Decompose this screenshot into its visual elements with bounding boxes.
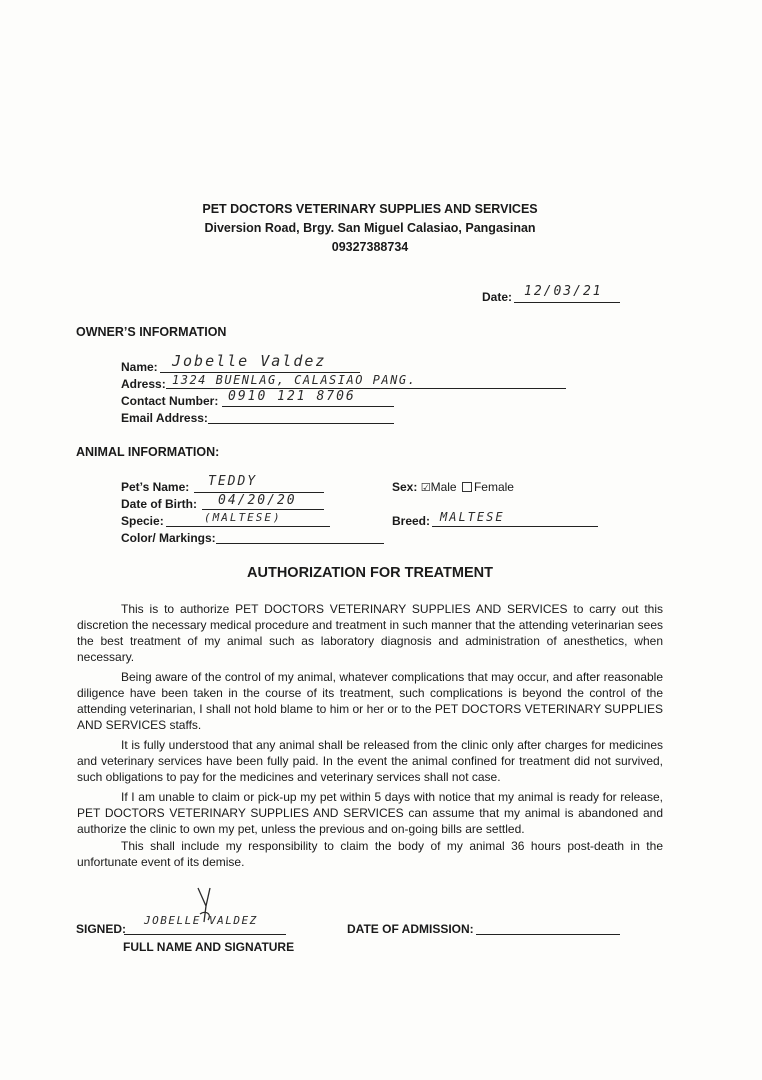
clinic-name: PET DOCTORS VETERINARY SUPPLIES AND SERVICES [202, 202, 538, 216]
owner-email-label: Email Address: [121, 411, 208, 425]
paragraph-3: It is fully understood that any animal shall be released from the clinic only after charges for medicines and veterinary services have been fully paid. In the event the animal confined for treatment did not survived, such obligations to pay for the medicines and veterinary services shall not case. [77, 738, 663, 784]
pet-name-value[interactable]: TEDDY [208, 474, 258, 489]
paragraph-4: If I am unable to claim or pick-up my pet within 5 days with notice that my animal is ready for release, PET DOCTORS VETERINARY SUPPLIES AND SERVICES can assume that my animal is abandoned and authorize the clinic to own my pet, unless the previous and on-going bills are settled. [77, 790, 663, 836]
sex-label: Sex: [392, 480, 418, 494]
dob-line [202, 509, 324, 510]
breed-value[interactable]: MALTESE [440, 510, 505, 524]
sex-female-label: Female [473, 480, 514, 494]
owner-contact-label: Contact Number: [121, 394, 219, 408]
owner-email-line [208, 423, 394, 424]
owner-address-label: Adress: [121, 377, 166, 391]
sex-male-checkbox[interactable]: ☑ [420, 481, 431, 494]
owner-name-value[interactable]: Jobelle Valdez [172, 352, 327, 370]
signed-value[interactable]: JOBELLE VALDEZ [144, 914, 258, 927]
color-label: Color/ Markings: [121, 531, 216, 545]
breed-line [432, 526, 598, 527]
owner-name-label: Name: [121, 360, 158, 374]
signature-caption: FULL NAME AND SIGNATURE [123, 940, 295, 954]
paragraph-2: Being aware of the control of my animal, whatever complications that may occur, and after reasonable diligence have been taken in the course of its treatment, such complications is beyond the control of the attending veterinarian, I shall not hold blame to him or her or to the PET DOCTORS VETERINARY SUPPLIES AND SERVICES staffs. [77, 670, 663, 732]
animal-heading: ANIMAL INFORMATION: [76, 445, 220, 459]
sex-field [392, 480, 514, 494]
clinic-phone: 09327388734 [331, 240, 409, 254]
owner-address-line [166, 388, 566, 389]
paragraph-5: This shall include my responsibility to claim the body of my animal 36 hours post-death in the unfortunate event of its demise. [77, 839, 663, 869]
authorization-title: AUTHORIZATION FOR TREATMENT [247, 565, 493, 581]
owner-contact-value[interactable]: 0910 121 8706 [228, 389, 356, 404]
paragraph-1: This is to authorize PET DOCTORS VETERINARY SUPPLIES AND SERVICES to carry out this discretion the necessary medical procedure and treatment in such manner that the attending veterinarian sees the best treatment of my animal such as laboratory diagnosis and administration of anesthetics, when necessary. [77, 602, 663, 664]
pet-name-label: Pet’s Name: [121, 480, 190, 494]
owner-address-value[interactable]: 1324 BUENLAG, CALASIAO PANG. [172, 373, 417, 387]
date-line [514, 302, 620, 303]
dob-label: Date of Birth: [121, 497, 197, 511]
sex-male-label: Male [430, 480, 457, 494]
sex-female-checkbox[interactable] [462, 482, 472, 492]
specie-value[interactable]: (MALTESE) [204, 511, 282, 524]
admission-label: DATE OF ADMISSION: [347, 922, 474, 936]
owner-heading: OWNER’S INFORMATION [76, 325, 227, 339]
date-label: Date: [482, 290, 513, 304]
admission-line [476, 934, 620, 935]
date-value[interactable]: 12/03/21 [524, 284, 603, 299]
dob-value[interactable]: 04/20/20 [218, 493, 297, 508]
owner-contact-line [222, 406, 394, 407]
color-line [216, 543, 384, 544]
signed-label: SIGNED: [76, 922, 127, 936]
clinic-address: Diversion Road, Brgy. San Miguel Calasiao, Pangasinan [204, 221, 536, 235]
specie-line [166, 526, 330, 527]
signed-line [124, 934, 286, 935]
breed-label: Breed: [392, 514, 431, 528]
specie-label: Specie: [121, 514, 164, 528]
